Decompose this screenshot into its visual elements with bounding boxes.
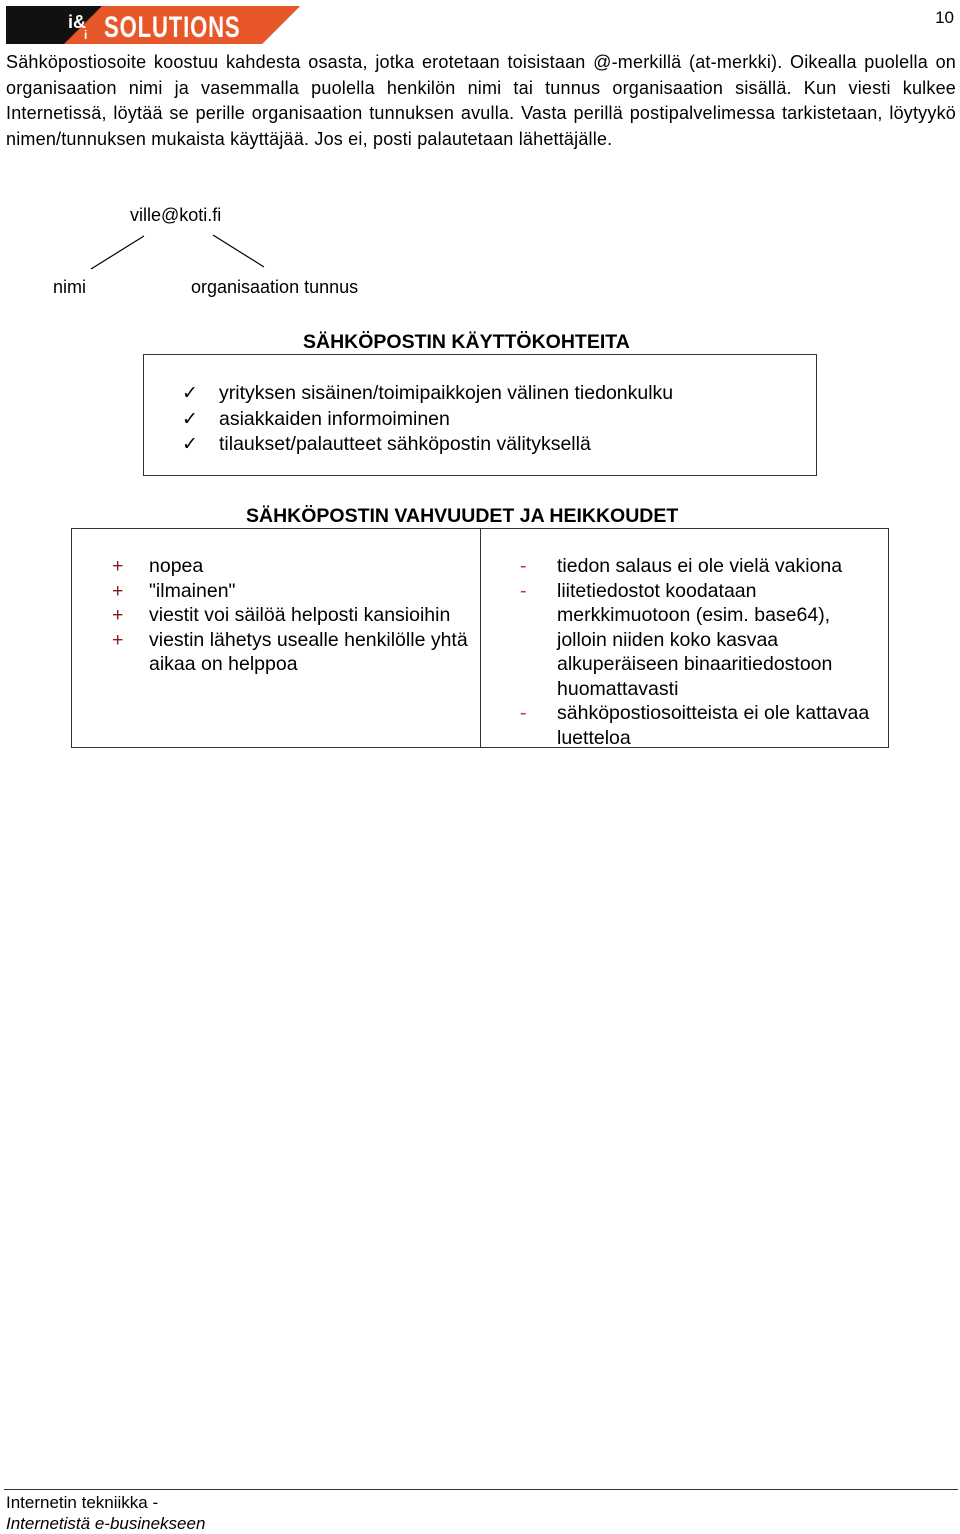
page-number: 10 [935,8,954,27]
intro-paragraph: Sähköpostiosoite koostuu kahdesta osasta, jotka erotetaan toisistaan @-merkillä (at-merkki). Oikealla puolella on organisaation nimi ja vasemmalla puolella henkilön nimi tai tunnus organisaation sisällä. Kun viesti kulkee Internetissä, löytää se perille organisaation tunnuksen avulla. Vasta perillä postipalvelimessa tarkistetaan, löytyykö nimen/tunnuksen mukaista käyttäjää. Jos ei, posti palautetaan lähettäjälle. [6,52,956,149]
svg-text:SOLUTIONS: SOLUTIONS [104,9,241,44]
list-item [112,579,479,604]
list-item [520,554,877,579]
weakness-text: liitetiedostot koodataan merkkimuotoon (esim. base64), jolloin niiden koko kasvaa alkuperäiseen binaaritiedostoon huomattavasti [557,579,833,700]
name-part-label: nimi [53,277,87,297]
uses-list [182,381,673,458]
weakness-text: tiedon salaus ei ole vielä vakiona [557,555,843,577]
logo-graphic [6,6,300,44]
minus-icon: - [520,555,527,577]
email-address-diagram [0,200,420,310]
plus-icon: + [112,628,124,651]
email-address-example: ville@koti.fi [130,205,222,225]
plus-icon: + [112,604,124,626]
use-item-text: tilaukset/palautteet sähköpostin välityksellä [219,433,591,455]
list-item [112,554,479,579]
weakness-text: sähköpostiosoitteista ei ole kattavaa luetteloa [557,702,870,749]
strength-text: viestit voi säilöä helposti kansioihin [149,604,451,626]
list-item [112,603,479,628]
svg-text:i: i [84,28,88,42]
footer-line-1: Internetin tekniikka - [6,1493,159,1512]
organization-part-label: organisaation tunnus [191,277,359,297]
checkmark-icon: ✓ [182,408,198,430]
strengths-column [72,529,481,747]
checkmark-icon: ✓ [182,383,198,404]
svg-text:i&: i& [68,12,86,32]
list-item [182,381,673,407]
minus-icon: - [520,579,527,602]
branch-line-right [213,235,264,267]
list-item [182,407,673,433]
minus-icon: - [520,702,527,724]
company-logo [6,6,300,44]
plus-icon: + [112,579,124,602]
use-item-text: asiakkaiden informoiminen [219,407,450,430]
uses-box [143,354,817,476]
footer-divider [4,1489,958,1490]
strengths-weaknesses-heading: SÄHKÖPOSTIN VAHVUUDET JA HEIKKOUDET [246,505,679,527]
strength-text: viestin lähetys usealle henkilölle yhtä aikaa on helppoa [149,628,468,675]
list-item [520,701,877,750]
weaknesses-list [520,554,877,750]
strengths-weaknesses-table [71,528,889,748]
footer [6,1492,205,1534]
uses-heading: SÄHKÖPOSTIN KÄYTTÖKOHTEITA [303,331,630,353]
checkmark-icon: ✓ [182,434,198,455]
strength-text: nopea [149,555,204,577]
weaknesses-column [481,529,888,747]
plus-icon: + [112,555,124,577]
strength-text: "ilmainen" [149,579,236,602]
list-item [182,432,673,458]
branch-line-left [91,236,144,269]
use-item-text: yrityksen sisäinen/toimipaikkojen välinen tiedonkulku [219,382,674,404]
strengths-list [112,554,479,677]
list-item [520,579,877,702]
list-item [112,628,479,677]
footer-line-2: Internetistä e-businekseen [6,1514,206,1533]
